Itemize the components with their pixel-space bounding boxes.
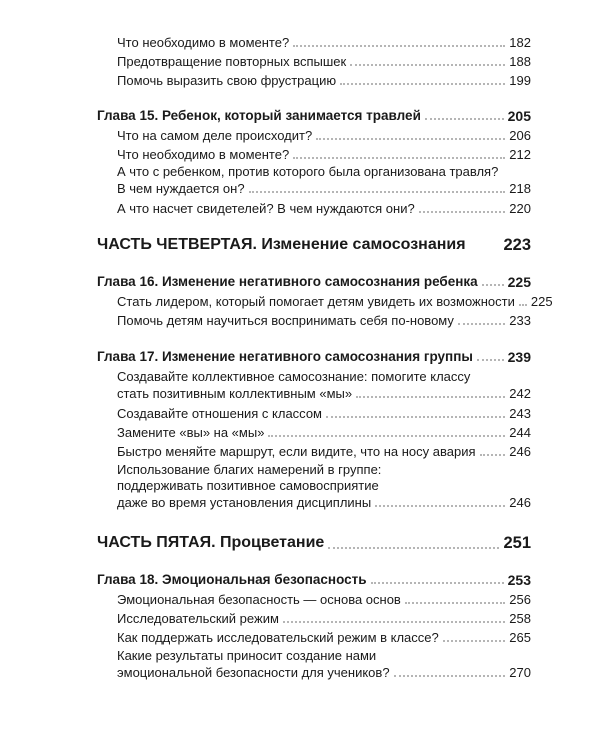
part-heading <box>97 533 531 553</box>
entry-title: Исследовательский режим <box>117 611 279 626</box>
chapter-page: 253 <box>507 572 531 588</box>
toc-entry <box>117 495 531 511</box>
toc-entry <box>117 313 531 329</box>
leader-dots <box>283 621 505 623</box>
leader-dots <box>249 191 506 193</box>
entry-page: 218 <box>509 181 531 196</box>
toc-entry <box>117 35 531 51</box>
entry-title: Как поддержать исследовательский режим в классе? <box>117 630 439 645</box>
toc-entry <box>117 611 531 627</box>
toc-entry <box>117 128 531 144</box>
entry-page: 243 <box>509 406 531 421</box>
leader-dots <box>328 547 499 549</box>
chapter-heading <box>97 349 531 365</box>
toc-entry <box>117 386 531 402</box>
leader-dots <box>405 602 505 604</box>
entry-title: В чем нуждается он? <box>117 181 245 196</box>
entry-page: 220 <box>509 201 531 216</box>
toc-entry <box>117 444 531 460</box>
entry-page: 199 <box>509 73 531 88</box>
leader-dots <box>458 323 505 325</box>
chapter-page: 225 <box>507 274 531 290</box>
toc-entry <box>117 201 531 217</box>
toc-entry <box>117 592 531 608</box>
toc-entry <box>117 147 531 163</box>
entry-title: А что насчет свидетелей? В чем нуждаются они? <box>117 201 415 216</box>
entry-title-line: поддерживать позитивное самовосприятие <box>117 478 379 493</box>
entry-page: 212 <box>509 147 531 162</box>
leader-dots <box>326 416 505 418</box>
entry-title: Что на самом деле происходит? <box>117 128 313 143</box>
entry-page: 182 <box>509 35 531 50</box>
chapter-heading <box>97 274 531 290</box>
entry-page: 206 <box>509 128 531 143</box>
entry-title: эмоциональной безопасности для учеников? <box>117 665 390 680</box>
entry-title-line: Использование благих намерений в группе: <box>117 462 382 477</box>
chapter-heading <box>97 108 531 124</box>
chapter-heading <box>97 572 531 588</box>
entry-title: Что необходимо в моменте? <box>117 147 290 162</box>
leader-dots <box>375 505 505 507</box>
leader-dots <box>356 396 505 398</box>
entry-page: 225 <box>530 294 553 309</box>
entry-title: Эмоциональная безопасность — основа основ <box>117 592 401 607</box>
chapter-title: Глава 17. Изменение негативного самосознания группы <box>97 349 473 364</box>
toc-entry <box>117 294 553 310</box>
entry-title-line: Создавайте коллективное самосознание: помогите классу <box>117 369 471 384</box>
toc-entry <box>117 73 531 89</box>
part-page: 223 <box>503 236 531 254</box>
entry-page: 270 <box>509 665 531 680</box>
leader-dots <box>371 582 504 584</box>
entry-title: стать позитивным коллективным «мы» <box>117 386 353 401</box>
chapter-page: 205 <box>507 108 531 124</box>
entry-title-line: А что с ребенком, против которого была организована травля? <box>117 164 499 179</box>
leader-dots <box>443 640 506 642</box>
entry-page: 258 <box>509 611 531 626</box>
entry-title: Замените «вы» на «мы» <box>117 425 265 440</box>
entry-page: 246 <box>509 495 531 510</box>
leader-dots <box>268 435 505 437</box>
entry-title: Предотвращение повторных вспышек <box>117 54 347 69</box>
leader-dots <box>419 211 506 213</box>
entry-title: Быстро меняйте маршрут, если видите, что на носу авария <box>117 444 476 459</box>
leader-dots <box>316 138 505 140</box>
chapter-title: Глава 16. Изменение негативного самосознания ребенка <box>97 274 478 289</box>
part-title: ЧАСТЬ ЧЕТВЕРТАЯ. Изменение самосознания <box>97 236 466 253</box>
part-page: 251 <box>503 534 531 552</box>
entry-page: 256 <box>509 592 531 607</box>
chapter-title: Глава 15. Ребенок, который занимается травлей <box>97 108 421 123</box>
chapter-title: Глава 18. Эмоциональная безопасность <box>97 572 367 587</box>
entry-title: Что необходимо в моменте? <box>117 35 290 50</box>
leader-dots <box>482 284 504 286</box>
entry-title-line: Какие результаты приносит создание нами <box>117 648 377 663</box>
entry-page: 188 <box>509 54 531 69</box>
entry-title: даже во время установления дисциплины <box>117 495 372 510</box>
entry-title: Создавайте отношения с классом <box>117 406 322 421</box>
part-heading <box>97 235 531 255</box>
leader-dots <box>477 359 504 361</box>
entry-page: 246 <box>509 444 531 459</box>
toc-entry <box>117 630 531 646</box>
toc-entry <box>117 406 531 422</box>
entry-page: 265 <box>509 630 531 645</box>
leader-dots <box>394 675 506 677</box>
entry-page: 233 <box>509 313 531 328</box>
leader-dots <box>340 83 505 85</box>
toc-entry <box>117 181 531 197</box>
entry-title: Помочь выразить свою фрустрацию <box>117 73 337 88</box>
entry-title: Стать лидером, который помогает детям увидеть их возможности <box>117 294 515 309</box>
toc-entry <box>117 425 531 441</box>
entry-page: 242 <box>509 386 531 401</box>
leader-dots <box>293 45 505 47</box>
chapter-page: 239 <box>507 349 531 365</box>
toc-entry <box>117 665 531 681</box>
leader-dots <box>480 454 506 456</box>
leader-dots <box>293 157 505 159</box>
entry-title: Помочь детям научиться воспринимать себя по-новому <box>117 313 454 328</box>
leader-dots <box>350 64 505 66</box>
entry-page: 244 <box>509 425 531 440</box>
part-title: ЧАСТЬ ПЯТАЯ. Процветание <box>97 534 325 551</box>
toc-entry <box>117 54 531 70</box>
leader-dots <box>425 118 504 120</box>
leader-dots <box>519 304 527 306</box>
